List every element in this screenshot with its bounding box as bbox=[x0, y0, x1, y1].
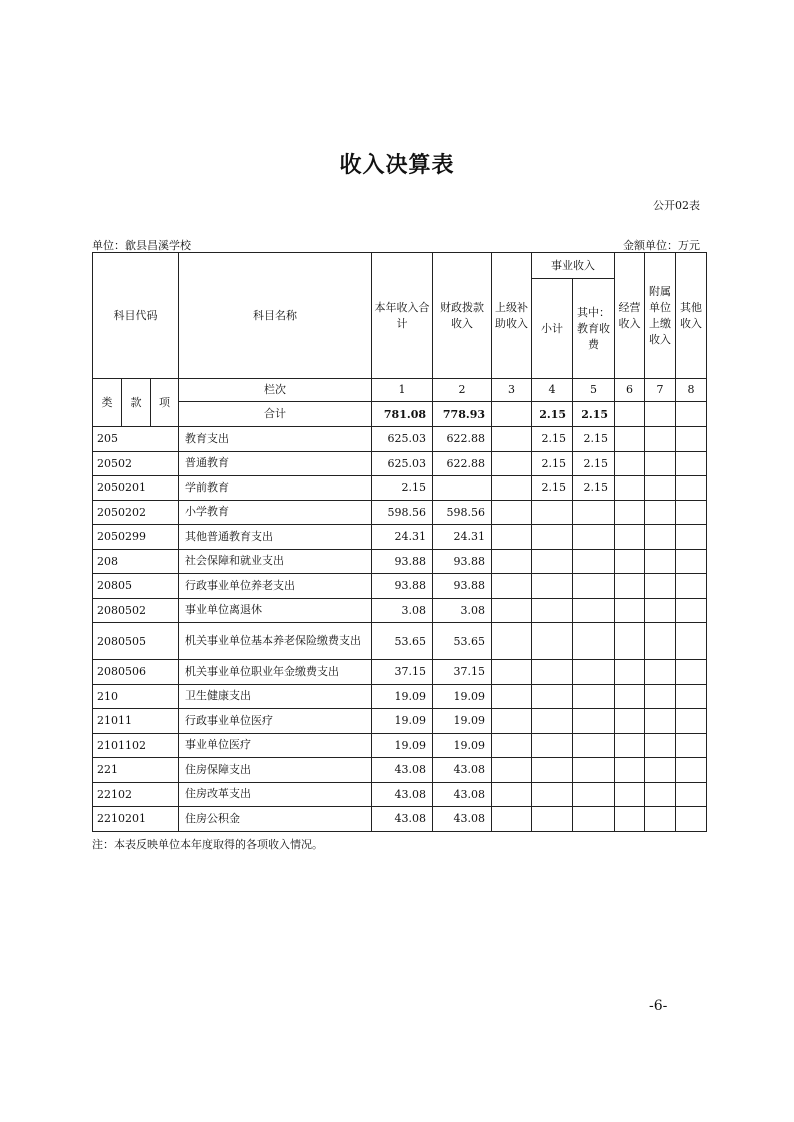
row-operating bbox=[615, 525, 645, 550]
row-name: 学前教育 bbox=[179, 476, 372, 501]
row-superior bbox=[492, 733, 532, 758]
row-name: 小学教育 bbox=[179, 500, 372, 525]
total-fiscal-value: 778.93 bbox=[433, 402, 492, 427]
row-operating bbox=[615, 807, 645, 832]
row-fiscal: 19.09 bbox=[433, 709, 492, 734]
row-affiliated bbox=[645, 574, 676, 599]
table-row bbox=[93, 758, 707, 783]
row-superior bbox=[492, 500, 532, 525]
row-total: 43.08 bbox=[372, 807, 433, 832]
row-name: 其他普通教育支出 bbox=[179, 525, 372, 550]
row-fees: 2.15 bbox=[573, 451, 615, 476]
row-superior bbox=[492, 660, 532, 685]
row-fees bbox=[573, 549, 615, 574]
row-name: 住房改革支出 bbox=[179, 782, 372, 807]
row-affiliated bbox=[645, 807, 676, 832]
row-code: 2101102 bbox=[93, 733, 179, 758]
row-name: 机关事业单位基本养老保险缴费支出 bbox=[179, 623, 372, 660]
row-total: 43.08 bbox=[372, 782, 433, 807]
total-label: 合计 bbox=[179, 402, 372, 427]
row-total: 2.15 bbox=[372, 476, 433, 501]
row-affiliated bbox=[645, 476, 676, 501]
table-row bbox=[93, 684, 707, 709]
row-fees bbox=[573, 598, 615, 623]
row-fiscal: 19.09 bbox=[433, 733, 492, 758]
row-subtotal bbox=[532, 525, 573, 550]
row-fees bbox=[573, 782, 615, 807]
row-operating bbox=[615, 500, 645, 525]
row-fees bbox=[573, 525, 615, 550]
row-superior bbox=[492, 574, 532, 599]
row-other bbox=[676, 525, 707, 550]
row-total: 19.09 bbox=[372, 733, 433, 758]
row-name: 住房公积金 bbox=[179, 807, 372, 832]
row-name: 教育支出 bbox=[179, 427, 372, 452]
row-code: 205 bbox=[93, 427, 179, 452]
table-row bbox=[93, 525, 707, 550]
header-other-income: 其他收入 bbox=[676, 253, 707, 379]
currency-unit: 金额单位：万元 bbox=[623, 239, 700, 252]
row-code: 2080506 bbox=[93, 660, 179, 685]
row-fiscal bbox=[433, 476, 492, 501]
row-operating bbox=[615, 733, 645, 758]
row-fees bbox=[573, 758, 615, 783]
row-total: 53.65 bbox=[372, 623, 433, 660]
row-other bbox=[676, 684, 707, 709]
row-operating bbox=[615, 623, 645, 660]
row-operating bbox=[615, 574, 645, 599]
row-code: 2080505 bbox=[93, 623, 179, 660]
row-superior bbox=[492, 782, 532, 807]
row-affiliated bbox=[645, 451, 676, 476]
reporting-unit: 单位：歙县昌溪学校 bbox=[92, 239, 191, 252]
row-other bbox=[676, 451, 707, 476]
row-superior bbox=[492, 807, 532, 832]
row-other bbox=[676, 709, 707, 734]
row-fiscal: 93.88 bbox=[433, 574, 492, 599]
row-total: 3.08 bbox=[372, 598, 433, 623]
row-total: 19.09 bbox=[372, 684, 433, 709]
row-affiliated bbox=[645, 782, 676, 807]
row-fees bbox=[573, 733, 615, 758]
row-affiliated bbox=[645, 525, 676, 550]
row-fees bbox=[573, 574, 615, 599]
row-affiliated bbox=[645, 500, 676, 525]
row-affiliated bbox=[645, 598, 676, 623]
row-operating bbox=[615, 451, 645, 476]
row-code: 221 bbox=[93, 758, 179, 783]
row-code: 210 bbox=[93, 684, 179, 709]
row-name: 社会保障和就业支出 bbox=[179, 549, 372, 574]
row-other bbox=[676, 476, 707, 501]
row-fees bbox=[573, 500, 615, 525]
header-total-income: 本年收入合计 bbox=[372, 253, 433, 379]
row-code: 20805 bbox=[93, 574, 179, 599]
row-subtotal bbox=[532, 684, 573, 709]
header-xiang: 项 bbox=[151, 379, 179, 427]
row-other bbox=[676, 427, 707, 452]
header-business-income: 事业收入 bbox=[532, 253, 615, 279]
row-name: 事业单位离退休 bbox=[179, 598, 372, 623]
table-row bbox=[93, 733, 707, 758]
row-subtotal bbox=[532, 623, 573, 660]
header-superior-subsidy: 上级补助收入 bbox=[492, 253, 532, 379]
row-other bbox=[676, 733, 707, 758]
header-affiliated-income: 附属单位上缴收入 bbox=[645, 253, 676, 379]
row-subtotal bbox=[532, 660, 573, 685]
row-operating bbox=[615, 660, 645, 685]
row-superior bbox=[492, 598, 532, 623]
row-other bbox=[676, 758, 707, 783]
row-affiliated bbox=[645, 623, 676, 660]
row-subtotal bbox=[532, 500, 573, 525]
col-no-6: 6 bbox=[615, 379, 645, 402]
row-total: 625.03 bbox=[372, 427, 433, 452]
page-number: -6- bbox=[649, 998, 668, 1014]
row-other bbox=[676, 500, 707, 525]
row-operating bbox=[615, 549, 645, 574]
col-no-5: 5 bbox=[573, 379, 615, 402]
row-fiscal: 43.08 bbox=[433, 782, 492, 807]
table-row bbox=[93, 782, 707, 807]
total-fees-value: 2.15 bbox=[573, 402, 615, 427]
row-other bbox=[676, 574, 707, 599]
total-subtotal-value: 2.15 bbox=[532, 402, 573, 427]
header-lei: 类 bbox=[93, 379, 122, 427]
row-code: 208 bbox=[93, 549, 179, 574]
row-code: 2050201 bbox=[93, 476, 179, 501]
table-row bbox=[93, 476, 707, 501]
row-fiscal: 37.15 bbox=[433, 660, 492, 685]
row-fees bbox=[573, 807, 615, 832]
row-other bbox=[676, 807, 707, 832]
table-row bbox=[93, 807, 707, 832]
row-name: 普通教育 bbox=[179, 451, 372, 476]
row-code: 2210201 bbox=[93, 807, 179, 832]
row-superior bbox=[492, 623, 532, 660]
row-affiliated bbox=[645, 758, 676, 783]
row-superior bbox=[492, 476, 532, 501]
row-total: 43.08 bbox=[372, 758, 433, 783]
col-no-2: 2 bbox=[433, 379, 492, 402]
row-fiscal: 598.56 bbox=[433, 500, 492, 525]
row-affiliated bbox=[645, 684, 676, 709]
table-row bbox=[93, 549, 707, 574]
total-other-value bbox=[676, 402, 707, 427]
row-subtotal: 2.15 bbox=[532, 451, 573, 476]
row-subtotal: 2.15 bbox=[532, 427, 573, 452]
row-superior bbox=[492, 709, 532, 734]
row-code: 2050299 bbox=[93, 525, 179, 550]
row-fiscal: 53.65 bbox=[433, 623, 492, 660]
col-no-3: 3 bbox=[492, 379, 532, 402]
total-income-value: 781.08 bbox=[372, 402, 433, 427]
total-operating-value bbox=[615, 402, 645, 427]
row-fiscal: 43.08 bbox=[433, 758, 492, 783]
row-fees bbox=[573, 623, 615, 660]
row-superior bbox=[492, 549, 532, 574]
row-fiscal: 622.88 bbox=[433, 451, 492, 476]
header-subtotal: 小计 bbox=[532, 279, 573, 379]
row-code: 22102 bbox=[93, 782, 179, 807]
row-subtotal bbox=[532, 598, 573, 623]
header-operating-income: 经营收入 bbox=[615, 253, 645, 379]
row-operating bbox=[615, 782, 645, 807]
table-row bbox=[93, 623, 707, 660]
row-fiscal: 622.88 bbox=[433, 427, 492, 452]
row-name: 卫生健康支出 bbox=[179, 684, 372, 709]
total-affiliated-value bbox=[645, 402, 676, 427]
row-operating bbox=[615, 684, 645, 709]
row-fees bbox=[573, 660, 615, 685]
header-column-no: 栏次 bbox=[179, 379, 372, 402]
row-name: 事业单位医疗 bbox=[179, 733, 372, 758]
row-fiscal: 43.08 bbox=[433, 807, 492, 832]
row-subtotal bbox=[532, 758, 573, 783]
row-affiliated bbox=[645, 709, 676, 734]
row-total: 625.03 bbox=[372, 451, 433, 476]
row-other bbox=[676, 782, 707, 807]
row-fiscal: 19.09 bbox=[433, 684, 492, 709]
row-subtotal: 2.15 bbox=[532, 476, 573, 501]
row-affiliated bbox=[645, 660, 676, 685]
row-other bbox=[676, 598, 707, 623]
row-total: 93.88 bbox=[372, 549, 433, 574]
row-subtotal bbox=[532, 807, 573, 832]
row-fees: 2.15 bbox=[573, 476, 615, 501]
row-subtotal bbox=[532, 733, 573, 758]
col-no-7: 7 bbox=[645, 379, 676, 402]
row-code: 20502 bbox=[93, 451, 179, 476]
row-affiliated bbox=[645, 733, 676, 758]
row-fiscal: 93.88 bbox=[433, 549, 492, 574]
table-row bbox=[93, 574, 707, 599]
total-superior-value bbox=[492, 402, 532, 427]
table-row bbox=[93, 709, 707, 734]
row-superior bbox=[492, 451, 532, 476]
footnote: 注：本表反映单位本年度取得的各项收入情况。 bbox=[92, 838, 323, 851]
header-education-fees: 其中：教育收费 bbox=[573, 279, 615, 379]
row-fiscal: 3.08 bbox=[433, 598, 492, 623]
row-code: 2050202 bbox=[93, 500, 179, 525]
col-no-8: 8 bbox=[676, 379, 707, 402]
col-no-4: 4 bbox=[532, 379, 573, 402]
row-name: 行政事业单位医疗 bbox=[179, 709, 372, 734]
row-operating bbox=[615, 709, 645, 734]
row-name: 住房保障支出 bbox=[179, 758, 372, 783]
total-row bbox=[93, 402, 707, 427]
row-fees bbox=[573, 709, 615, 734]
row-total: 598.56 bbox=[372, 500, 433, 525]
row-subtotal bbox=[532, 549, 573, 574]
row-total: 19.09 bbox=[372, 709, 433, 734]
table-row bbox=[93, 500, 707, 525]
row-superior bbox=[492, 525, 532, 550]
row-name: 机关事业单位职业年金缴费支出 bbox=[179, 660, 372, 685]
row-subtotal bbox=[532, 574, 573, 599]
header-subject-name: 科目名称 bbox=[179, 253, 372, 379]
table-row bbox=[93, 660, 707, 685]
page-title: 收入决算表 bbox=[339, 153, 455, 178]
row-operating bbox=[615, 476, 645, 501]
header-subject-code: 科目代码 bbox=[93, 253, 179, 379]
table-row bbox=[93, 598, 707, 623]
row-total: 37.15 bbox=[372, 660, 433, 685]
row-fees: 2.15 bbox=[573, 427, 615, 452]
table-row bbox=[93, 451, 707, 476]
header-fiscal-appropriation: 财政拨款收入 bbox=[433, 253, 492, 379]
row-affiliated bbox=[645, 549, 676, 574]
row-name: 行政事业单位养老支出 bbox=[179, 574, 372, 599]
row-operating bbox=[615, 427, 645, 452]
row-code: 2080502 bbox=[93, 598, 179, 623]
row-affiliated bbox=[645, 427, 676, 452]
row-subtotal bbox=[532, 782, 573, 807]
row-operating bbox=[615, 598, 645, 623]
row-fees bbox=[573, 684, 615, 709]
row-superior bbox=[492, 427, 532, 452]
row-superior bbox=[492, 758, 532, 783]
row-other bbox=[676, 623, 707, 660]
row-total: 24.31 bbox=[372, 525, 433, 550]
table-row bbox=[93, 427, 707, 452]
col-no-1: 1 bbox=[372, 379, 433, 402]
form-code: 公开02表 bbox=[653, 199, 700, 212]
row-code: 21011 bbox=[93, 709, 179, 734]
row-fiscal: 24.31 bbox=[433, 525, 492, 550]
row-other bbox=[676, 549, 707, 574]
header-kuan: 款 bbox=[122, 379, 151, 427]
row-operating bbox=[615, 758, 645, 783]
row-total: 93.88 bbox=[372, 574, 433, 599]
row-subtotal bbox=[532, 709, 573, 734]
row-superior bbox=[492, 684, 532, 709]
row-other bbox=[676, 660, 707, 685]
income-table bbox=[92, 252, 707, 832]
